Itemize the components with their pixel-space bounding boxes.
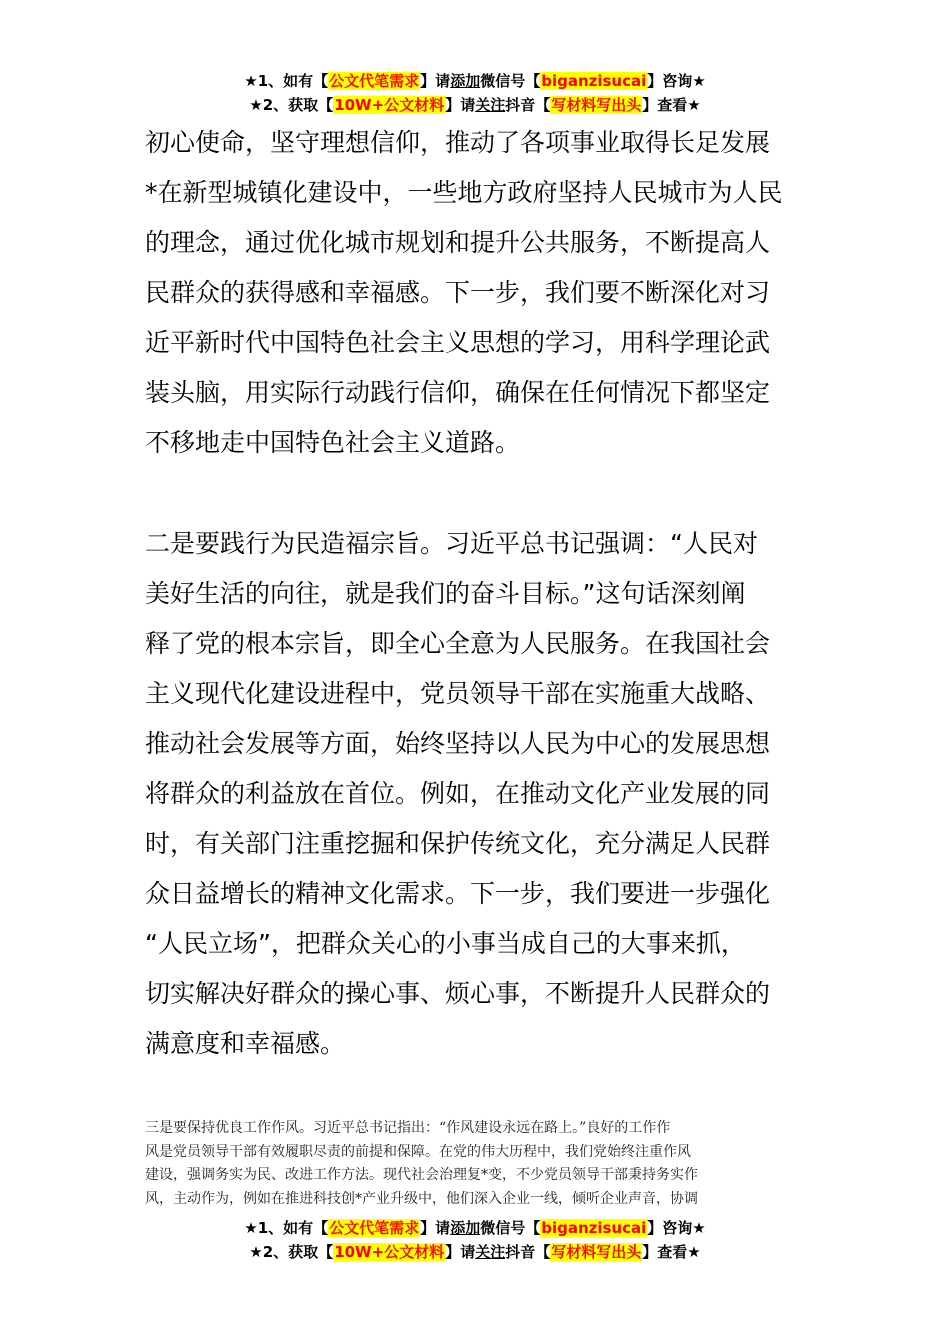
banner-text: 】请 <box>420 1219 451 1237</box>
text-line: 风是党员领导干部有效履职尽责的前提和保障。在党的伟大历程中，我们党始终注重作风 <box>145 1143 691 1160</box>
text-line: 三是要保持优良工作作风。习近平总书记指出：“作风建设永远在路上。”良好的工作作 <box>145 1120 671 1136</box>
text-line: 初心使命，坚守理想信仰，推动了各项事业取得长足发展 <box>145 128 771 157</box>
text-line: 众日益增长的精神文化需求。下一步，我们要进一步强化 <box>145 879 771 908</box>
banner-text: 抖音【 <box>505 1243 551 1261</box>
text-line: 近平新时代中国特色社会主义思想的学习，用科学理论武 <box>145 328 771 357</box>
banner-underlined-text: 添加 <box>450 72 481 90</box>
banner-text: ★1、如有【 <box>244 1219 329 1237</box>
footer-banner <box>0 1216 950 1264</box>
banner-text: 】查看★ <box>642 1243 701 1261</box>
text-line: 将群众的利益放在首位。例如，在推动文化产业发展的同 <box>145 779 771 808</box>
text-line: 建设，强调务实为民、改进工作方法。现代社会治理复*变，不少党员领导干部秉持务实作 <box>145 1167 698 1183</box>
banner-line-1 <box>0 69 950 93</box>
text-line: “人民立场”，把群众关心的小事当成自己的大事来抓， <box>145 929 746 958</box>
banner-text: 微信号【 <box>480 1219 541 1237</box>
highlight-service: 公文代笔需求 <box>329 1219 420 1237</box>
text-line: 的理念，通过优化城市规划和提升公共服务，不断提高人 <box>145 228 771 257</box>
text-line: 不移地走中国特色社会主义道路。 <box>145 428 521 457</box>
header-banner <box>0 69 950 117</box>
text-line: 推动社会发展等方面，始终坚持以人民为中心的发展思想 <box>145 729 771 758</box>
banner-text: 微信号【 <box>480 72 541 90</box>
banner-text: ★1、如有【 <box>244 72 329 90</box>
highlight-materials: 10W+公文材料 <box>334 1243 445 1261</box>
text-line: 时，有关部门注重挖掘和保护传统文化，充分满足人民群 <box>145 829 771 858</box>
text-line: 民群众的获得感和幸福感。下一步，我们要不断深化对习 <box>145 278 771 307</box>
text-line: 二是要践行为民造福宗旨。习近平总书记强调：“人民对 <box>145 529 758 558</box>
text-line: 切实解决好群众的操心事、烦心事，不断提升人民群众的 <box>145 979 771 1008</box>
paragraph-3 <box>145 1117 815 1211</box>
highlight-service: 公文代笔需求 <box>329 72 420 90</box>
text-line: 主义现代化建设进程中，党员领导干部在实施重大战略、 <box>145 679 771 708</box>
banner-underlined-text: 关注 <box>475 1243 506 1261</box>
banner-text: 】请 <box>445 96 476 114</box>
banner-text: ★2、获取【 <box>249 96 334 114</box>
banner-line-2 <box>0 93 950 117</box>
text-line: 美好生活的向往，就是我们的奋斗目标。”这句话深刻阐 <box>145 579 746 608</box>
text-line: 风，主动作为，例如在推进科技创*产业升级中，他们深入企业一线，倾听企业声音，协调 <box>145 1190 698 1207</box>
banner-text: 】咨询★ <box>647 1219 706 1237</box>
highlight-wechat-id: biganzisucai <box>541 1219 647 1237</box>
highlight-materials: 10W+公文材料 <box>334 96 445 114</box>
highlight-douyin-account: 写材料写出头 <box>551 1243 642 1261</box>
banner-underlined-text: 关注 <box>475 96 506 114</box>
text-line: 满意度和幸福感。 <box>145 1029 346 1058</box>
banner-text: 】咨询★ <box>647 72 706 90</box>
paragraph-2 <box>145 519 815 1069</box>
highlight-douyin-account: 写材料写出头 <box>551 96 642 114</box>
banner-text: 】请 <box>445 1243 476 1261</box>
banner-text: ★2、获取【 <box>249 1243 334 1261</box>
banner-text: 】请 <box>420 72 451 90</box>
banner-underlined-text: 添加 <box>450 1219 481 1237</box>
text-line: 释了党的根本宗旨，即全心全意为人民服务。在我国社会 <box>145 629 771 658</box>
banner-text: 抖音【 <box>505 96 551 114</box>
banner-line-1 <box>0 1216 950 1240</box>
banner-text: 】查看★ <box>642 96 701 114</box>
highlight-wechat-id: biganzisucai <box>541 72 647 90</box>
text-line: 装头脑，用实际行动践行信仰，确保在任何情况下都坚定 <box>145 378 771 407</box>
paragraph-1 <box>145 118 815 468</box>
banner-line-2 <box>0 1240 950 1264</box>
text-line: *在新型城镇化建设中，一些地方政府坚持人民城市为人民 <box>145 178 783 207</box>
